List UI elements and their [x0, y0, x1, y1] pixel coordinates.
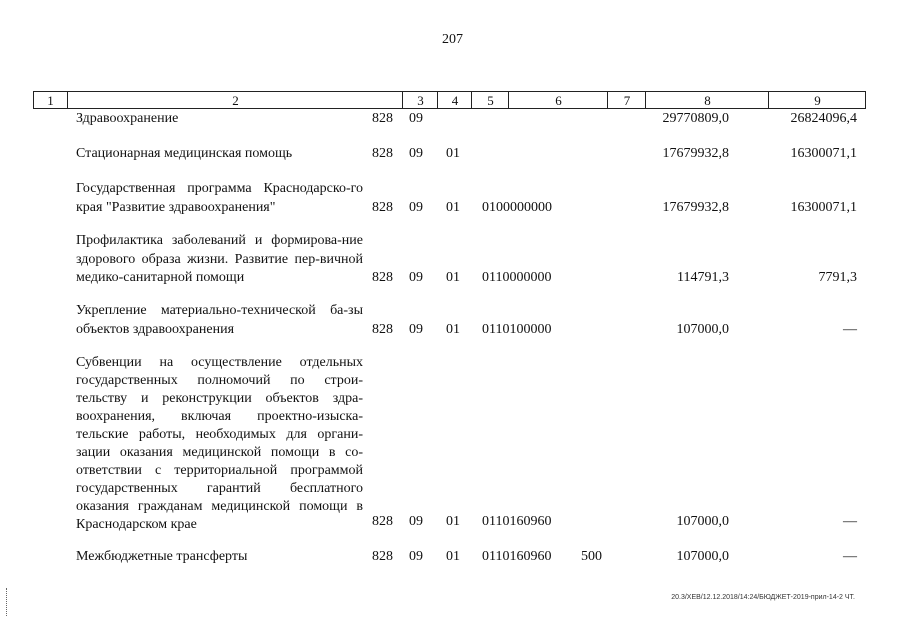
header-col-1: 1 [47, 93, 54, 108]
table-row [0, 302, 905, 339]
cell-col-9: — [843, 549, 857, 564]
cell-col-9: — [843, 514, 857, 529]
cell-col-5: 01 [446, 322, 460, 337]
cell-col-4: 09 [409, 322, 423, 337]
cell-col-4: 09 [409, 146, 423, 161]
header-col-2: 2 [67, 92, 403, 108]
cell-col-6: 0110100000 [482, 322, 552, 337]
row-name: Государственная программа Краснодарско-го края "Развитие здравоохранения" [76, 181, 363, 215]
header-col-7: 7 [607, 92, 646, 108]
table-row [0, 548, 905, 566]
cell-col-9: — [843, 322, 857, 337]
table-row [0, 180, 905, 217]
cell-col-8: 107000,0 [676, 549, 729, 564]
margin-mark [6, 588, 10, 616]
cell-col-4: 09 [409, 514, 423, 529]
table-row [0, 354, 905, 531]
table-header [33, 91, 866, 109]
document-footer-code: 20.3/ХЕВ/12.12.2018/14:24/БЮДЖЕТ-2019-прил-14-2 ЧТ. [671, 594, 855, 601]
cell-col-6: 0110160960 [482, 514, 552, 529]
row-name: Профилактика заболеваний и формирова-ние здорового образа жизни. Развитие пер-вичной медико-санитарной помощи [76, 233, 363, 285]
row-name: Межбюджетные трансферты [76, 549, 248, 564]
cell-col-3: 828 [372, 111, 393, 126]
cell-col-4: 09 [409, 270, 423, 285]
header-col-4: 4 [437, 92, 472, 108]
cell-col-8: 17679932,8 [662, 146, 729, 161]
cell-col-8: 114791,3 [677, 270, 729, 285]
cell-col-3: 828 [372, 200, 393, 215]
cell-col-8: 29770809,0 [662, 111, 729, 126]
cell-col-5: 01 [446, 549, 460, 564]
cell-col-9: 16300071,1 [790, 200, 857, 215]
row-name: Стационарная медицинская помощь [76, 146, 293, 161]
cell-col-5: 01 [446, 514, 460, 529]
cell-col-8: 107000,0 [676, 322, 729, 337]
cell-col-3: 828 [372, 549, 393, 564]
cell-col-3: 828 [372, 322, 393, 337]
cell-col-6: 0100000000 [482, 200, 552, 215]
header-col-6: 6 [508, 92, 608, 108]
row-name: Здравоохранение [76, 111, 179, 126]
cell-col-9: 16300071,1 [790, 146, 857, 161]
cell-col-4: 09 [409, 200, 423, 215]
cell-col-8: 17679932,8 [662, 200, 729, 215]
cell-col-3: 828 [372, 514, 393, 529]
header-col-3: 3 [402, 92, 438, 108]
page-number: 207 [442, 32, 463, 47]
cell-col-7: 500 [581, 549, 602, 564]
cell-col-9: 26824096,4 [790, 111, 857, 126]
cell-col-3: 828 [372, 146, 393, 161]
row-name: Укрепление материально-технической ба-зы объектов здравоохранения [76, 303, 363, 337]
cell-col-8: 107000,0 [676, 514, 729, 529]
cell-col-4: 09 [409, 111, 423, 126]
cell-col-5: 01 [446, 200, 460, 215]
cell-col-6: 0110160960 [482, 549, 552, 564]
header-col-5: 5 [471, 92, 509, 108]
header-col-9: 9 [768, 92, 866, 108]
cell-col-9: 7791,3 [818, 270, 857, 285]
table-row [0, 232, 905, 287]
cell-col-5: 01 [446, 146, 460, 161]
header-col-8: 8 [645, 92, 769, 108]
table-row [0, 110, 905, 128]
row-name: Субвенции на осуществление отдельных государственных полномочий по строи-тельству и реконструкции объектов здра-воохранения, включая проектно-изыска-тельские работы, необходимых для органи-зации оказания медицинской помощи в со-ответствии с территориальной программой государственных гарантий бесплатного оказания гражданам медицинской помощи в Краснодарском крае [76, 355, 363, 532]
table-row [0, 145, 905, 163]
cell-col-5: 01 [446, 270, 460, 285]
cell-col-3: 828 [372, 270, 393, 285]
cell-col-6: 0110000000 [482, 270, 552, 285]
cell-col-4: 09 [409, 549, 423, 564]
